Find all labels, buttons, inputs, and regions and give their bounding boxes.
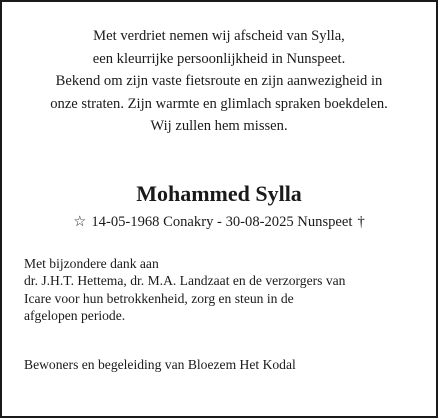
deceased-name: Mohammed Sylla [136, 181, 302, 206]
thanks-line: dr. J.H.T. Hettema, dr. M.A. Landzaat en de verzorgers van [24, 273, 346, 289]
intro-line: Met verdriet nemen wij afscheid van Sylla, [93, 28, 345, 44]
death-date-place: 30-08-2025 Nunspeet [225, 214, 353, 230]
cross-icon: † [357, 214, 365, 230]
thanks-text [24, 255, 418, 325]
intro-text [12, 25, 426, 138]
thanks-line: Met bijzondere dank aan [24, 256, 159, 271]
birth-date-place: 14-05-1968 Conakry [91, 214, 214, 230]
thanks-line: Icare voor hun betrokkenheid, zorg en steun in de [24, 290, 294, 306]
signature: Bewoners en begeleiding van Bloezem Het Kodal [24, 357, 296, 372]
star-icon: ☆ [73, 214, 87, 230]
intro-line: Wij zullen hem missen. [150, 118, 288, 134]
intro-line: Bekend om zijn vaste fietsroute en zijn aanwezigheid in [55, 73, 383, 89]
thanks-line: afgelopen periode. [24, 308, 126, 324]
life-dates [2, 212, 436, 232]
date-separator: - [217, 214, 222, 230]
intro-line: onze straten. Zijn warmte en glimlach spraken boekdelen. [50, 95, 388, 112]
intro-line: een kleurrijke persoonlijkheid in Nunspeet. [92, 50, 346, 67]
